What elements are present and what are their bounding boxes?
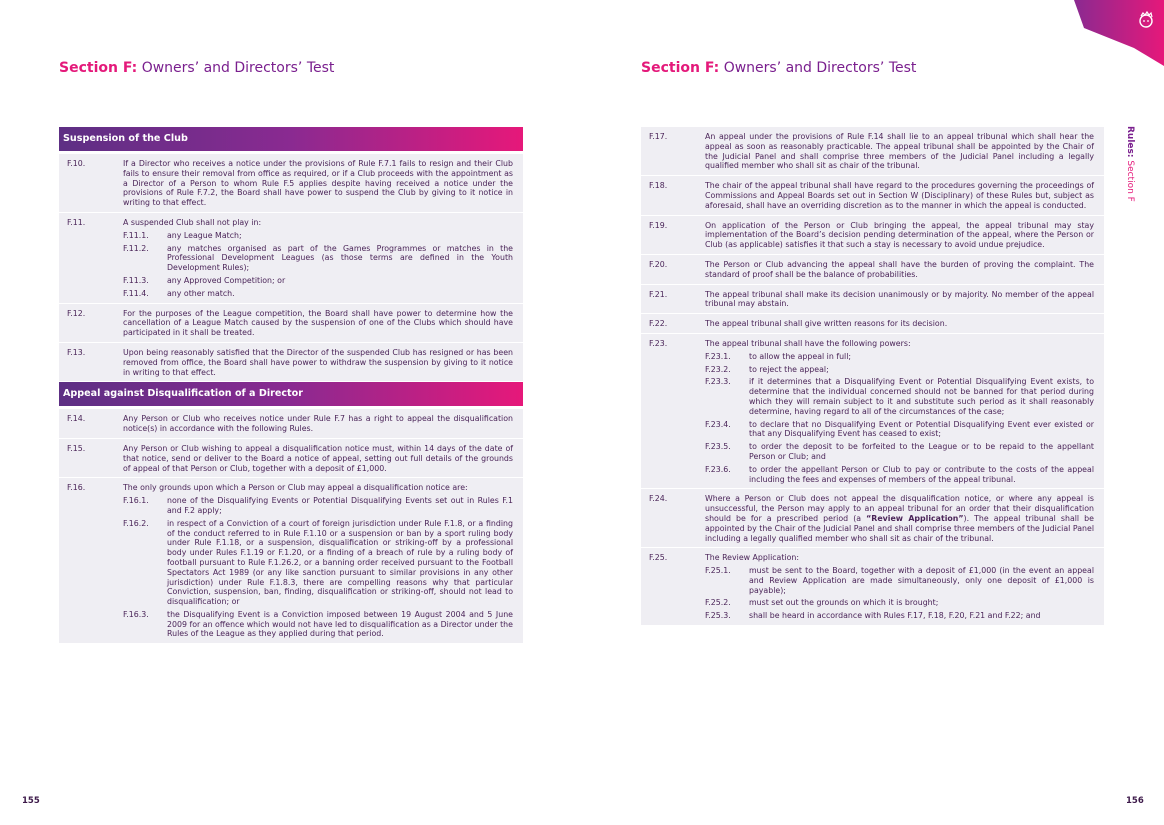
rule-number: F.19. — [649, 220, 668, 230]
subrule-text: must be sent to the Board, together with a deposit of £1,000 (in the event an appeal and Review Application are made simultaneously, only one deposit of £1,000 is payable); — [749, 566, 1094, 595]
subrule-number: F.25.2. — [705, 598, 731, 608]
left-page-number: 155 — [22, 796, 40, 806]
subrule — [705, 611, 1094, 621]
rule-number: F.25. — [649, 553, 668, 563]
subrule-number: F.11.3. — [123, 275, 149, 285]
rule-number: F.21. — [649, 289, 668, 299]
subrule-number: F.11.4. — [123, 288, 149, 298]
rule-number: F.18. — [649, 181, 668, 191]
rule-f16 — [59, 478, 523, 644]
subrule — [705, 365, 1094, 375]
left-section-prefix: Section F: — [59, 60, 138, 76]
rule-f11 — [59, 213, 523, 304]
rule-text: For the purposes of the League competition, the Board shall have power to determine how the cancellation of a League Match caused by the suspension of one of the Clubs which should have participated in it shall be treated. — [123, 308, 513, 338]
subrule — [705, 566, 1094, 595]
subrule-number: F.23.5. — [705, 442, 731, 452]
side-label-rest: Section F — [1125, 160, 1135, 202]
rule-text: On application of the Person or Club bringing the appeal, the appeal tribunal may stay implementation of the Board’s decision pending determination of the appeal, where the Person or Club (as applicable) satisfies it that such a stay is necessary to avoid undue prejudice. — [705, 220, 1094, 250]
right-column — [641, 127, 1104, 626]
rule-number: F.22. — [649, 319, 668, 329]
rule-f15 — [59, 439, 523, 478]
subrule-text: to order the deposit to be forfeited to the League or to be repaid to the appellant Person or Club; and — [749, 442, 1094, 461]
rule-number: F.10. — [67, 159, 86, 168]
left-column — [59, 127, 523, 644]
subrule — [705, 352, 1094, 362]
corner-decoration — [1074, 0, 1164, 66]
rule-text-part: Where a Person or Club does not appeal the disqualification notice, or where any appeal is unsuccessful, the Person may apply to an appeal tribunal for an order that their disqualification should be for a prescribed period (a — [705, 494, 1094, 523]
subrule-text: any League Match; — [167, 230, 242, 240]
rule-f23 — [641, 334, 1104, 489]
rule-f12 — [59, 304, 523, 343]
rule-number: F.24. — [649, 494, 668, 504]
subrule-number: F.11.1. — [123, 230, 149, 240]
rule-f25 — [641, 548, 1104, 626]
subrule-number: F.23.6. — [705, 464, 731, 474]
heading-appeal: Appeal against Disqualification of a Director — [59, 382, 523, 406]
subrule-text: none of the Disqualifying Events or Potential Disqualifying Events set out in Rules F.1 and F.2 apply; — [167, 496, 513, 515]
rule-text: An appeal under the provisions of Rule F.14 shall lie to an appeal tribunal which shall hear the appeal as soon as reasonably practicable. The appeal tribunal shall be appointed by the Chair of the Judicial Panel and shall comprise three members of the Judicial Panel including a legally qualified member who shall sit as chair of the tribunal. — [705, 132, 1094, 171]
subrule-text: to declare that no Disqualifying Event or Potential Disqualifying Event ever existed or that any Disqualifying Event has ceased to exist; — [749, 419, 1094, 439]
rule-f24 — [641, 489, 1104, 548]
rule-f21 — [641, 285, 1104, 315]
subrule — [705, 598, 1094, 608]
rule-text: A suspended Club shall not play in: — [123, 217, 262, 227]
subrule-number: F.16.3. — [123, 609, 149, 619]
subrule — [123, 276, 513, 286]
rule-number: F.14. — [67, 414, 86, 424]
rule-text: Any Person or Club who receives notice under Rule F.7 has a right to appeal the disqualification notice(s) in accordance with the following Rules. — [123, 414, 513, 434]
subrule — [123, 244, 513, 273]
subrule-text: the Disqualifying Event is a Conviction imposed between 19 August 2004 and 5 June 2009 for an offence which would not have led to disqualification as a Director under the Rules of the League as they applied during that period. — [167, 609, 513, 639]
rule-f14 — [59, 409, 523, 439]
rule-text — [705, 494, 1094, 543]
subrule-text: any Approved Competition; or — [167, 275, 286, 285]
rule-text: The appeal tribunal shall have the following powers: — [705, 338, 911, 348]
subrule — [123, 519, 513, 607]
rule-f20 — [641, 255, 1104, 285]
subrule-text: to reject the appeal; — [749, 364, 829, 374]
rule-text: Any Person or Club wishing to appeal a disqualification notice must, within 14 days of the date of that notice, send or deliver to the Board a notice of appeal, setting out full details of the grounds of appeal of that Person or Club, together with a deposit of £1,000. — [123, 443, 513, 473]
rule-text: Upon being reasonably satisfied that the Director of the suspended Club has resigned or has been removed from office, the Board shall have power to withdraw the suspension by giving to it notice in writing to that effect. — [123, 347, 513, 377]
rule-f13 — [59, 343, 523, 382]
rule-text: The appeal tribunal shall give written reasons for its decision. — [705, 319, 948, 329]
rule-number: F.17. — [649, 132, 668, 141]
rule-text: The appeal tribunal shall make its decision unanimously or by majority. No member of the appeal tribunal may abstain. — [705, 289, 1094, 309]
subrule — [123, 610, 513, 639]
subrule — [705, 377, 1094, 416]
rule-f18 — [641, 176, 1104, 215]
rule-text: The Review Application: — [705, 553, 800, 563]
left-section-name: Owners’ and Directors’ Test — [141, 60, 335, 76]
subrule-text: to order the appellant Person or Club to pay or contribute to the costs of the appeal including the fees and expenses of members of the appeal tribunal. — [749, 464, 1094, 484]
subrule-number: F.11.2. — [123, 243, 149, 253]
subrule-number: F.25.3. — [705, 611, 731, 621]
right-section-title — [641, 60, 916, 76]
subrule-text: any other match. — [167, 288, 235, 298]
subrule-number: F.23.3. — [705, 377, 731, 387]
rule-number: F.20. — [649, 259, 668, 269]
right-section-prefix: Section F: — [641, 60, 720, 76]
subrule-text: in respect of a Conviction of a court of foreign jurisdiction under Rule F.1.8, or a finding of the conduct referred to in Rule F.1.10 or a suspension or ban by a sport ruling body under Rule F.1.18, or a suspension, disqualification or striking-off by a professional body under Rules F.1.19 or F.1.20, or a finding of a breach of rule by a ruling body of football pursuant to Rule F.1.26.2, or a banning order received pursuant to the Football Spectators Act 1989 (or any like sanction pursuant to similar provisions in any other jurisdiction) under Rule F.1.8.3, there are compelling reasons why that particular Conviction, suspension, ban, finding, disqualification or striking-off, should not lead to disqualification; or — [167, 518, 513, 607]
subrule-text: shall be heard in accordance with Rules F.17, F.18, F.20, F.21 and F.22; and — [749, 611, 1041, 621]
side-label-bold: Rules: — [1125, 126, 1135, 158]
subrule-text: any matches organised as part of the Games Programmes or matches in the Professional Development Leagues (as those terms are defined in the Youth Development Rules); — [167, 243, 513, 273]
rule-text: The Person or Club advancing the appeal shall have the burden of proving the complaint. The standard of proof shall be the balance of probabilities. — [705, 259, 1094, 279]
rule-number: F.11. — [67, 217, 86, 227]
subrule-text: to allow the appeal in full; — [749, 351, 852, 361]
subrule — [705, 420, 1094, 440]
rule-text: The chair of the appeal tribunal shall have regard to the procedures governing the proceedings of Commissions and Appeal Boards set out in Section W (Disciplinary) of these Rules but, subject as aforesaid, shall have an overriding discretion as to the manner in which the appeal is conducted. — [705, 181, 1094, 210]
subrule-number: F.16.1. — [123, 496, 149, 506]
subrule-number: F.23.4. — [705, 419, 731, 429]
rule-f17 — [641, 127, 1104, 176]
rule-number: F.13. — [67, 347, 86, 357]
right-section-name: Owners’ and Directors’ Test — [723, 60, 917, 76]
rule-text: If a Director who receives a notice under the provisions of Rule F.7.1 fails to resign and their Club fails to ensure their removal from office as required, or if a Club proceeds with the appointment as a Director of a Person to whom Rule F.5 applies despite having received a notice under the provisions of Rule F.7.2, the Board shall have power to suspend the Club by giving to it notice in writing to that effect. — [123, 159, 513, 208]
side-label — [1125, 126, 1135, 202]
subrule-number: F.25.1. — [705, 566, 731, 576]
rule-number: F.12. — [67, 308, 86, 318]
heading-suspension: Suspension of the Club — [59, 127, 523, 151]
subrule-text: if it determines that a Disqualifying Event or Potential Disqualifying Event exists, to determine that the individual concerned should not be banned for that period during which they will remain subject to it and substitute such period as it shall reasonably determine, having regard to all of the circumstances of the case; — [749, 377, 1094, 416]
subrule-number: F.23.2. — [705, 364, 731, 374]
subrule — [705, 442, 1094, 462]
subrule-text: must set out the grounds on which it is brought; — [749, 598, 939, 608]
defined-term: “Review Application” — [866, 513, 964, 523]
rule-text-part: ). The appeal tribunal shall be appointed by the Chair of the Judicial Panel and shall comprise three members of the Judicial Panel including a legally qualified member who shall sit as chair of the tribunal. — [705, 513, 1094, 543]
subrule — [123, 231, 513, 241]
subrule-number: F.23.1. — [705, 351, 731, 361]
right-page-number: 156 — [1126, 796, 1144, 806]
left-section-title — [59, 60, 334, 76]
rule-f22 — [641, 314, 1104, 334]
subrule-number: F.16.2. — [123, 518, 149, 528]
subrule — [123, 496, 513, 516]
rule-text: The only grounds upon which a Person or Club may appeal a disqualification notice are: — [123, 483, 468, 493]
rule-f19 — [641, 216, 1104, 255]
rule-number: F.15. — [67, 443, 86, 453]
rule-f10 — [59, 154, 523, 213]
subrule — [123, 289, 513, 299]
rule-number: F.23. — [649, 338, 668, 348]
subrule — [705, 465, 1094, 485]
rule-number: F.16. — [67, 483, 86, 493]
